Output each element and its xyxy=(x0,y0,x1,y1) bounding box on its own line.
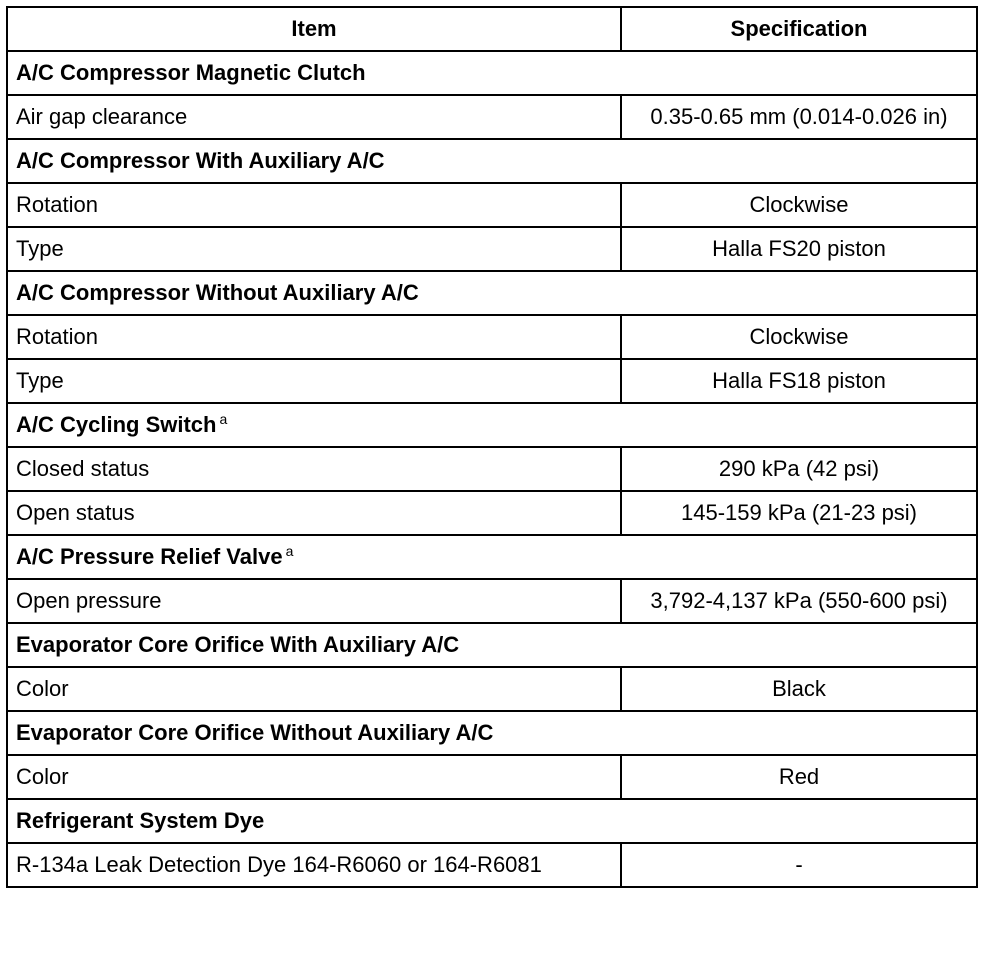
table-row xyxy=(7,579,977,623)
item-cell: Color xyxy=(7,755,621,799)
section-row xyxy=(7,711,977,755)
item-cell: Rotation xyxy=(7,315,621,359)
section-title xyxy=(7,51,977,95)
item-cell: Closed status xyxy=(7,447,621,491)
table-row xyxy=(7,183,977,227)
spec-cell: Halla FS18 piston xyxy=(621,359,977,403)
section-row xyxy=(7,271,977,315)
table-row xyxy=(7,95,977,139)
section-row xyxy=(7,403,977,447)
spec-cell: 0.35-0.65 mm (0.014-0.026 in) xyxy=(621,95,977,139)
spec-cell: 290 kPa (42 psi) xyxy=(621,447,977,491)
section-row xyxy=(7,623,977,667)
section-title xyxy=(7,139,977,183)
section-title-text: A/C Compressor Magnetic Clutch xyxy=(16,60,366,85)
section-title xyxy=(7,799,977,843)
item-cell: Type xyxy=(7,227,621,271)
section-row xyxy=(7,799,977,843)
spec-cell: - xyxy=(621,843,977,887)
table-row xyxy=(7,227,977,271)
item-cell: Color xyxy=(7,667,621,711)
header-specification: Specification xyxy=(621,7,977,51)
spec-cell: Halla FS20 piston xyxy=(621,227,977,271)
spec-cell: Clockwise xyxy=(621,315,977,359)
section-title-text: Refrigerant System Dye xyxy=(16,808,265,833)
item-cell: Type xyxy=(7,359,621,403)
section-row xyxy=(7,535,977,579)
header-row xyxy=(7,7,977,51)
item-cell: Open status xyxy=(7,491,621,535)
section-row xyxy=(7,139,977,183)
section-title xyxy=(7,711,977,755)
section-title-text: A/C Pressure Relief Valve xyxy=(16,544,283,569)
table-row xyxy=(7,315,977,359)
section-row xyxy=(7,51,977,95)
section-title-text: A/C Compressor Without Auxiliary A/C xyxy=(16,280,419,305)
spec-cell: 145-159 kPa (21-23 psi) xyxy=(621,491,977,535)
footnote-marker: a xyxy=(285,543,294,559)
spec-cell: Black xyxy=(621,667,977,711)
section-title xyxy=(7,535,977,579)
section-title xyxy=(7,623,977,667)
footnote-marker: a xyxy=(219,411,228,427)
section-title-text: Evaporator Core Orifice Without Auxiliary A/C xyxy=(16,720,494,745)
section-title-text: Evaporator Core Orifice With Auxiliary A/C xyxy=(16,632,460,657)
item-cell: Open pressure xyxy=(7,579,621,623)
section-title xyxy=(7,403,977,447)
spec-cell: Clockwise xyxy=(621,183,977,227)
table-row xyxy=(7,359,977,403)
section-title-text: A/C Cycling Switch xyxy=(16,412,217,437)
item-cell: R-134a Leak Detection Dye 164-R6060 or 164-R6081 xyxy=(7,843,621,887)
section-title-text: A/C Compressor With Auxiliary A/C xyxy=(16,148,385,173)
header-item: Item xyxy=(7,7,621,51)
specification-table xyxy=(6,6,978,888)
table-row xyxy=(7,447,977,491)
item-cell: Air gap clearance xyxy=(7,95,621,139)
spec-cell: Red xyxy=(621,755,977,799)
table-row xyxy=(7,491,977,535)
table-row xyxy=(7,667,977,711)
spec-cell: 3,792-4,137 kPa (550-600 psi) xyxy=(621,579,977,623)
section-title xyxy=(7,271,977,315)
item-cell: Rotation xyxy=(7,183,621,227)
table-row xyxy=(7,843,977,887)
table-row xyxy=(7,755,977,799)
